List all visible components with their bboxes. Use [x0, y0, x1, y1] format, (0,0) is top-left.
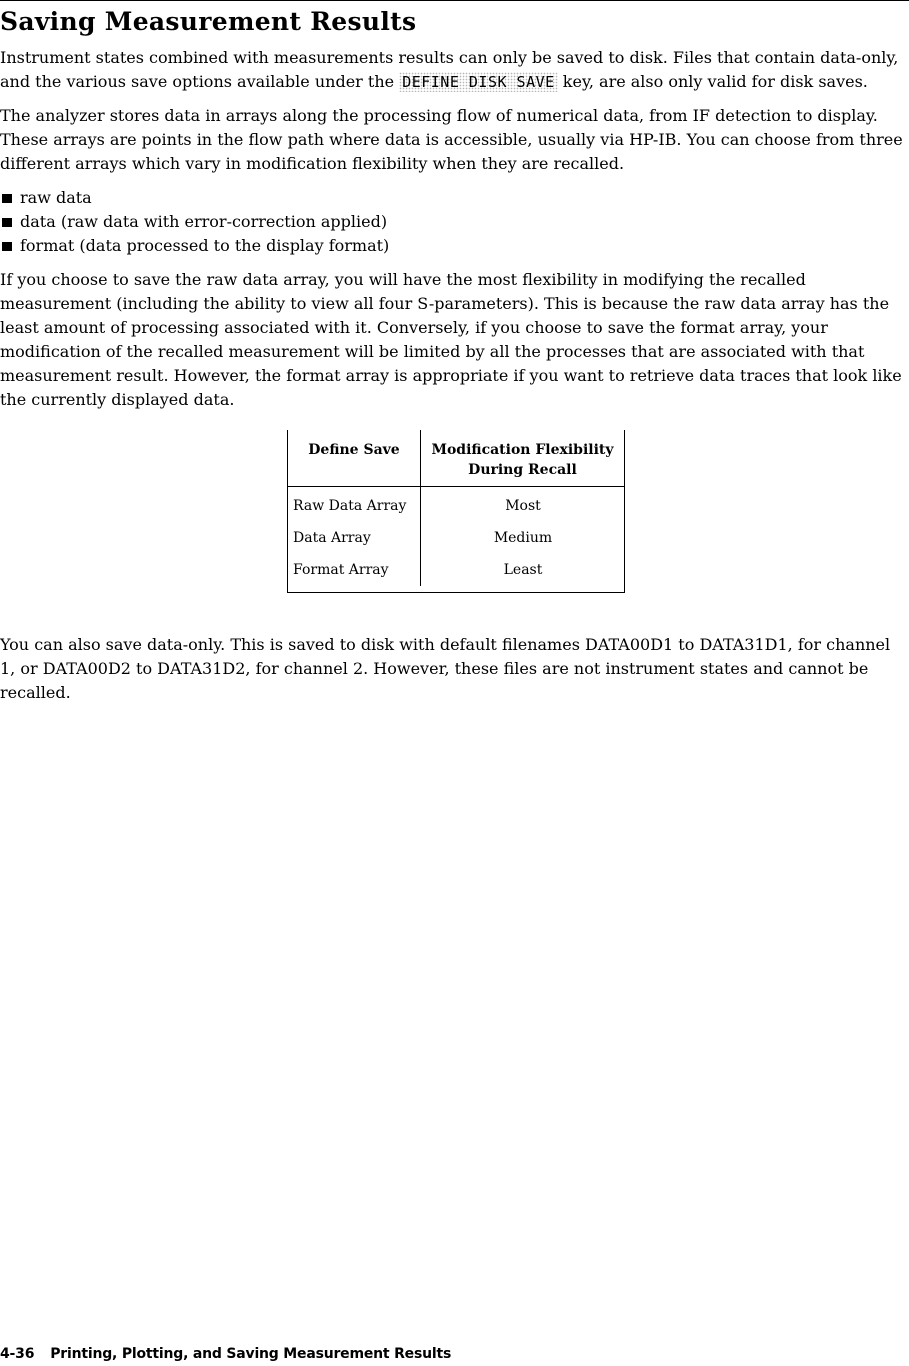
- page-number: 4-36: [0, 1346, 35, 1362]
- row-array-name: Format Array: [288, 554, 421, 586]
- row-flexibility-value: Least: [503, 562, 543, 578]
- define-disk-save-softkey: DEFINE DISK SAVE: [399, 72, 558, 92]
- header-define-save: Define Save: [288, 430, 421, 487]
- square-bullet-icon: [2, 218, 12, 227]
- data-only-paragraph: You can also save data-only. This is saved to disk with default filenames DATA00D1 to DATA31D1, for channel 1, or DATA00D2 to DATA31D2, for channel 2. However, these files are not instrument states and cannot be recalled.: [0, 635, 891, 702]
- define-save-table-frame: [287, 430, 625, 593]
- list-item-text: format (data processed to the display format): [20, 236, 390, 255]
- define-save-table: [288, 430, 624, 586]
- row-array-name: Data Array: [288, 522, 421, 554]
- flexibility-paragraph: If you choose to save the raw data array, you will have the most flexibility in modifying the recalled measurement (including the ability to view all four S-parameters). This is because the raw data array has the least amount of processing associated with it. Conversely, if you choose to save the format array, your modification of the recalled measurement will be limited by all the processes that are associated with that measurement result. However, the format array is appropriate if you want to retrieve data traces that look like the currently displayed data.: [0, 270, 902, 409]
- list-item-text: raw data: [20, 188, 92, 207]
- header-flexibility-line1: Modification Flexibility: [431, 442, 614, 458]
- table-row: [288, 487, 624, 523]
- array-list: [0, 186, 905, 258]
- row-flexibility-value: Most: [505, 498, 541, 514]
- section-heading: Saving Measurement Results: [0, 7, 417, 36]
- chapter-title: Printing, Plotting, and Saving Measurement Results: [50, 1346, 452, 1362]
- list-item-text: data (raw data with error-correction applied): [20, 212, 388, 231]
- list-item: [0, 186, 905, 210]
- row-flexibility-value: Medium: [493, 530, 553, 546]
- page-footer: [0, 1344, 451, 1364]
- list-item: [0, 210, 905, 234]
- arrays-paragraph: The analyzer stores data in arrays along the processing flow of numerical data, from IF detection to display. These arrays are points in the flow path where data is accessible, usually via HP-IB. You can choose from three different arrays which vary in modification flexibility when they are recalled.: [0, 106, 903, 173]
- intro-text-before: Instrument states combined with measurements results can only be saved to disk. Files that contain data-only, and the various save options available under the: [0, 48, 899, 91]
- header-modification-flexibility: [421, 430, 625, 487]
- list-item: [0, 234, 905, 258]
- table-row: [288, 522, 624, 554]
- table-row: [288, 554, 624, 586]
- top-rule: [0, 0, 909, 1]
- header-flexibility-line2: During Recall: [468, 462, 577, 478]
- intro-paragraph: [0, 46, 905, 94]
- intro-text-after: key, are also only valid for disk saves.: [557, 72, 868, 91]
- table-header-row: [288, 430, 624, 487]
- page-content: [0, 6, 905, 715]
- square-bullet-icon: [2, 194, 12, 203]
- row-array-name: Raw Data Array: [288, 487, 421, 523]
- square-bullet-icon: [2, 242, 12, 251]
